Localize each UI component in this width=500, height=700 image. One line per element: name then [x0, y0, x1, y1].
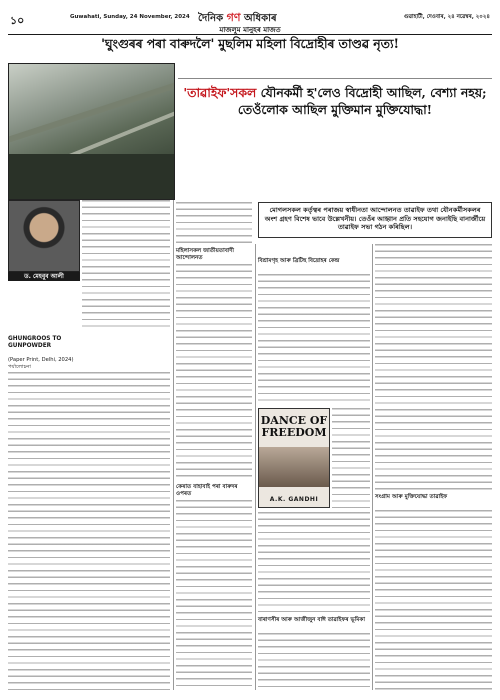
page-number: ১০	[10, 14, 25, 27]
subhead: কেৰাত বাহাবাই পৰা বাৰুদৰ ওপৰত	[176, 484, 238, 497]
text-column-1b	[8, 372, 170, 692]
second-headline	[178, 84, 492, 142]
text-column-3b	[332, 408, 370, 508]
book-title: GHUNGROOS TO GUNPOWDER	[8, 336, 62, 349]
highlight-box: মোগলসকল কৰ্তৃত্বৰ পৰাজয় স্বাধীনতা আন্দোলনত তাৱাইফ তথা যৌনকৰ্মীসকলৰ অংশ গ্ৰহণ বিশেষ ভাবে উল্লেখনীয়। তেওঁৰ আহ্বান প্ৰতি সহযোগ জনাইছি বানাৰ্জীয়ে তাৱাইফ সভা গঠন কৰিছিল।	[258, 202, 492, 238]
text-column-3a	[258, 274, 370, 404]
text-column-3c	[258, 512, 370, 612]
subhead: মহিলাসকল জাতীয়তাবাদী আন্দোলনত	[176, 248, 234, 261]
column-rule	[255, 244, 256, 690]
main-headline: 'ঘুংগুৰৰ পৰা বাৰুদলৈ' মুছলিম মহিলা বিদ্ৰোহীৰ তাণ্ডৱ নৃত্য!	[101, 36, 399, 51]
masthead-right: অধিকাৰ	[243, 13, 277, 24]
book-subtitle: (Paper Print, Delhi, 2024) পৰ্যালোচনা	[8, 357, 74, 370]
date-line: Guwahati, Sunday, 24 November, 2024	[70, 14, 190, 20]
news-photo	[8, 63, 175, 200]
author-caption: ড. মেহবুব আলী	[8, 272, 80, 281]
text-column-2c	[176, 500, 252, 690]
book-cover-author: A.K. GANDHI	[269, 496, 319, 503]
divider	[178, 78, 492, 79]
text-column-2a	[176, 202, 252, 246]
book-cover-image	[258, 408, 330, 508]
headline-text: যৌনকৰ্মী হ'লেও বিদ্ৰোহী আছিল, বেশ্যা নহয়; তেওঁলোক আছিল মুক্তিমান মুক্তিযোদ্ধা!	[237, 85, 487, 117]
book-cover-title: DANCE OF FREEDOM	[260, 414, 328, 439]
column-rule	[372, 244, 373, 690]
text-column-3d	[258, 633, 370, 691]
author-photo	[8, 200, 80, 272]
masthead-left: দৈনিক	[198, 13, 224, 24]
subhead: বিশ্ৰামগৃহ আৰু ব্ৰিটিছ বিদ্ৰোহৰ কেন্দ্ৰ	[258, 258, 340, 264]
section-title: মাজলুম মানুহৰ মাজত	[219, 25, 281, 34]
masthead-mark: গণ	[226, 11, 241, 24]
subhead: বাৰাণসীৰ আৰু আজীজুন বাঈ তাৱাইফৰ ভূমিকা	[258, 617, 365, 623]
text-column-2b	[176, 264, 252, 482]
subhead: সংগ্ৰাম আৰু মুক্তিযোদ্ধা তাৱাইফ	[375, 494, 448, 500]
text-column-1a	[82, 200, 170, 330]
text-column-4a	[375, 244, 492, 490]
headline-quote: 'তাৱাইফ'সকল	[183, 85, 257, 100]
right-date: গুৱাহাটী, দেওবাৰ, ২৪ নৱেম্বৰ, ২০২৪	[403, 14, 490, 20]
column-rule	[173, 200, 174, 690]
text-column-4b	[375, 510, 492, 690]
